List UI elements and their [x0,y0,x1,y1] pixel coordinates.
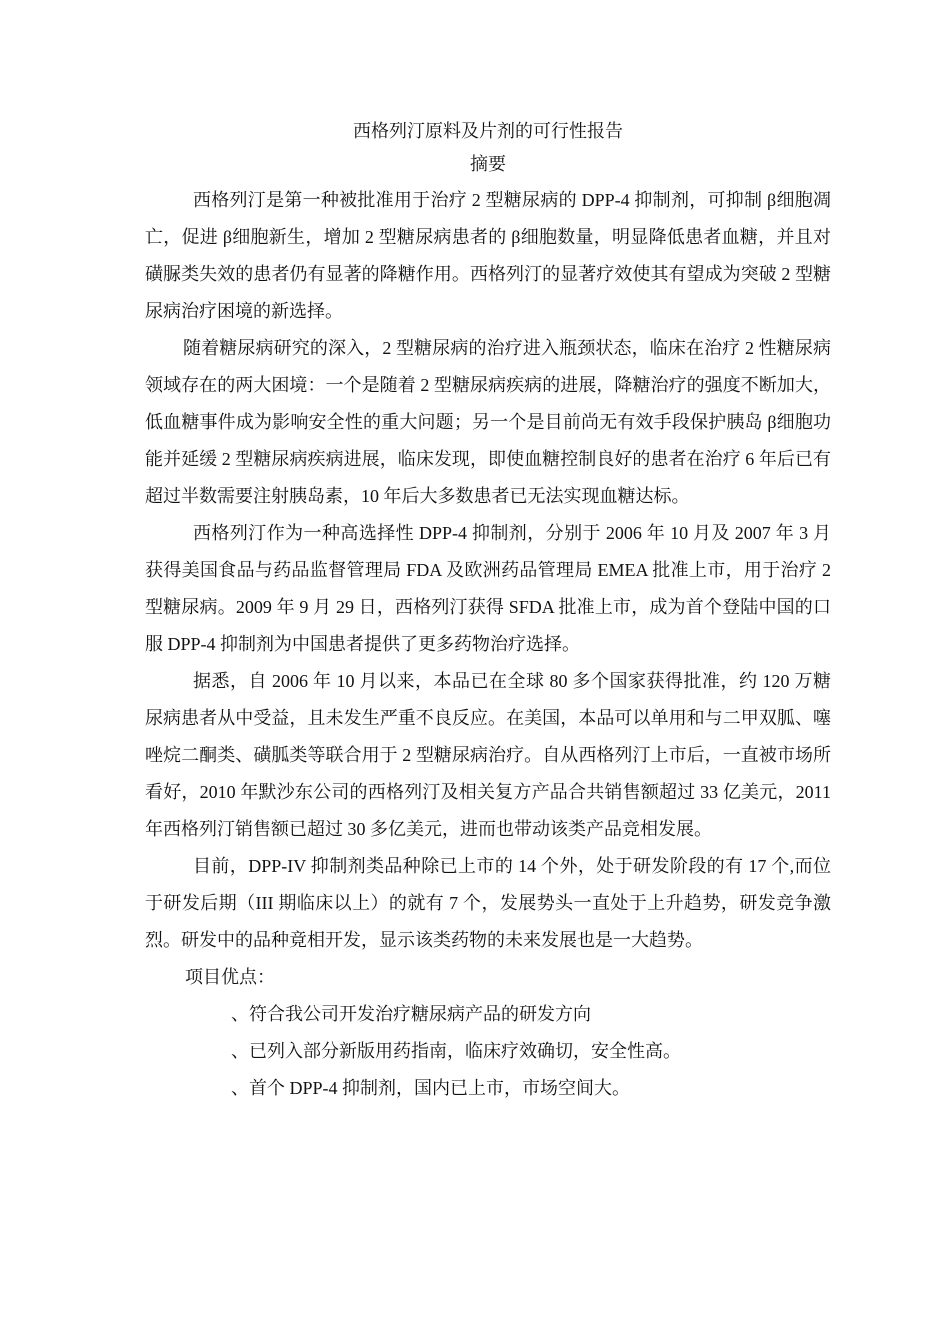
advantage-item: 、已列入部分新版用药指南，临床疗效确切，安全性高。 [231,1041,681,1061]
paragraph-background: 随着糖尿病研究的深入，2 型糖尿病的治疗进入瓶颈状态，临床在治疗 2 性糖尿病领域存在的两大困境：一个是随着 2 型糖尿病疾病的进展，降糖治疗的强度不断加大，低血糖事件成为影响安全性的重大问题；另一个是目前尚无有效手段保护胰岛 β细胞功能并延缓 2 型糖尿病疾病进展，临床发现，即使血糖控制良好的患者在治疗 6 年后已有超过半数需要注射胰岛素，10 年后大多数患者已无法实现血糖达标。 [145,338,831,506]
paragraph-pipeline: 目前，DPP-IV 抑制剂类品种除已上市的 14 个外，处于研发阶段的有 17 个,而位于研发后期（III 期临床以上）的就有 7 个，发展势头一直处于上升趋势，研发竞争激烈。研发中的品种竟相开发，显示该类药物的未来发展也是一大趋势。 [145,856,831,950]
advantage-item: 、首个 DPP-4 抑制剂，国内已上市，市场空间大。 [231,1078,631,1098]
advantage-item: 、符合我公司开发治疗糖尿病产品的研发方向 [231,1004,591,1024]
paragraph-intro: 西格列汀是第一种被批准用于治疗 2 型糖尿病的 DPP-4 抑制剂，可抑制 β细胞凋亡，促进 β细胞新生，增加 2 型糖尿病患者的 β细胞数量，明显降低患者血糖，并且对磺脲类失效的患者仍有显著的降糖作用。西格列汀的显著疗效使其有望成为突破 2 型糖尿病治疗困境的新选择。 [145,190,831,321]
paragraph-market: 据悉，自 2006 年 10 月以来，本品已在全球 80 多个国家获得批准，约 120 万糖尿病患者从中受益，且未发生严重不良反应。在美国，本品可以单用和与二甲双胍、噻唑烷二酮类、磺胍类等联合用于 2 型糖尿病治疗。自从西格列汀上市后，一直被市场所看好，2010 年默沙东公司的西格列汀及相关复方产品合共销售额超过 33 亿美元，2011 年西格列汀销售额已超过 30 多亿美元，进而也带动该类产品竞相发展。 [145,671,831,839]
document-body [145,114,831,1107]
advantages-list [145,996,831,1107]
document-title: 西格列汀原料及片剂的可行性报告 [353,121,623,141]
advantages-label: 项目优点： [185,967,275,987]
paragraph-approval: 西格列汀作为一种高选择性 DPP-4 抑制剂，分别于 2006 年 10 月及 2007 年 3 月获得美国食品与药品监督管理局 FDA 及欧洲药品管理局 EMEA 批准上市，用于治疗 2 型糖尿病。2009 年 9 月 29 日，西格列汀获得 SFDA 批准上市，成为首个登陆中国的口服 DPP-4 抑制剂为中国患者提供了更多药物治疗选择。 [145,523,831,654]
abstract-heading: 摘要 [470,154,506,174]
